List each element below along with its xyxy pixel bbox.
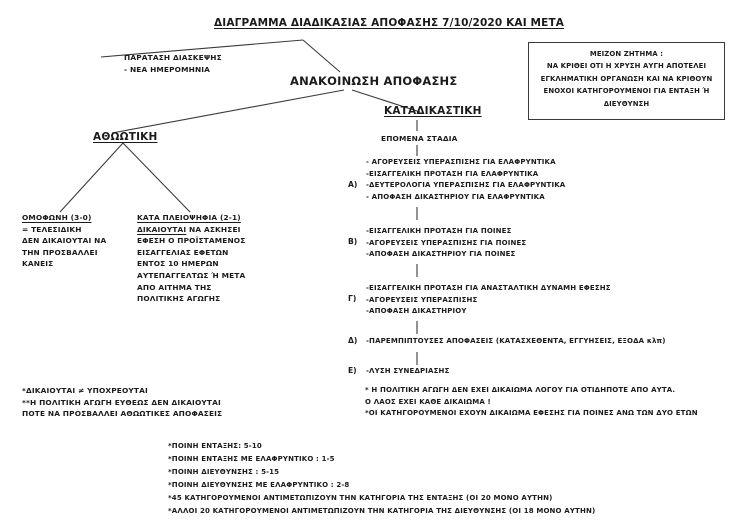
stage-g-item-1: -ΑΓΟΡΕΥΣΕΙΣ ΥΠΕΡΑΣΠΙΣΗΣ xyxy=(366,295,478,304)
penalty-item-4: *45 ΚΑΤΗΓΟΡΟΥΜΕΝΟΙ ΑΝΤΙΜΕΤΩΠΙΖΟΥΝ ΤΗΝ ΚΑΤΗΓΟΡΙΑ ΤΗΣ ΕΝΤΑΞΗΣ (ΟΙ 20 ΜΟΝΟ ΑΥΤΗΝ) xyxy=(168,494,553,502)
unanimous-line-1: ΔΕΝ ΔΙΚΑΙΟΥΤΑΙ ΝΑ xyxy=(22,236,107,246)
postponement-note xyxy=(124,52,222,75)
majority-line-3: ΑΥΤΕΠΑΓΓΕΛΤΩΣ Ή ΜΕΤΑ xyxy=(137,270,246,280)
stage-b-item-2: -ΑΠΟΦΑΣΗ ΔΙΚΑΣΤΗΡΙΟΥ ΓΙΑ ΠΟΙΝΕΣ xyxy=(366,250,516,259)
footnote-right-1: Ο ΛΑΟΣ ΕΧΕΙ ΚΑΘΕ ΔΙΚΑΙΩΜΑ ! xyxy=(365,397,491,406)
footnote-right-0: * Η ΠΟΛΙΤΙΚΗ ΑΓΩΓΗ ΔΕΝ ΕΧΕΙ ΔΙΚΑΙΩΜΑ ΛΟΓΟΥ ΓΙΑ ΟΤΙΔΗΠΟΤΕ ΑΠΟ ΑΥΤΑ. xyxy=(365,386,676,394)
stage-label-e: Ε) xyxy=(348,366,357,375)
unanimous-column xyxy=(22,212,106,270)
majority-line-1: ΕΙΣΑΓΓΕΛΙΑΣ ΕΦΕΤΩΝ xyxy=(137,247,229,257)
node-conviction: ΚΑΤΑΔΙΚΑΣΤΙΚΗ xyxy=(384,105,482,117)
node-next-stages: ΕΠΟΜΕΝΑ ΣΤΑΔΙΑ xyxy=(381,134,458,143)
node-announcement: ΑΝΑΚΟΙΝΩΣΗ ΑΠΟΦΑΣΗΣ xyxy=(290,74,458,88)
stage-a-item-1: -ΕΙΣΑΓΓΕΛΙΚΗ ΠΡΟΤΑΣΗ ΓΙΑ ΕΛΑΦΡΥΝΤΙΚΑ xyxy=(366,169,539,178)
penalty-item-2: *ΠΟΙΝΗ ΔΙΕΥΘΥΝΣΗΣ : 5-15 xyxy=(168,468,280,476)
footnote-left-1: **Η ΠΟΛΙΤΙΚΗ ΑΓΩΓΗ ΕΥΘΕΩΣ ΔΕΝ ΔΙΚΑΙΟΥΤΑΙ xyxy=(22,397,221,407)
major-issue-line-1: ΜΕΙΖΟΝ ΖΗΤΗΜΑ : xyxy=(589,50,664,58)
footnotes-left xyxy=(22,385,222,420)
stage-items-g xyxy=(366,283,611,318)
stage-a-item-3: - ΑΠΟΦΑΣΗ ΔΙΚΑΣΤΗΡΙΟΥ ΓΙΑ ΕΛΑΦΡΥΝΤΙΚΑ xyxy=(366,192,545,201)
majority-line-0: ΕΦΕΣΗ Ο ΠΡΟΪΣΤΑΜΕΝΟΣ xyxy=(137,236,246,246)
stage-items-a xyxy=(366,157,565,203)
postponement-line-2: - ΝΕΑ ΗΜΕΡΟΜΗΝΙΑ xyxy=(124,64,211,74)
stage-label-b: Β) xyxy=(348,237,358,246)
majority-heading: ΚΑΤΑ ΠΛΕΙΟΨΗΦΙΑ (2-1) xyxy=(137,213,241,222)
footnotes-right xyxy=(365,385,698,420)
stage-items-d xyxy=(366,336,666,348)
majority-first-word: ΔΙΚΑΙΟΥΤΑΙ xyxy=(137,224,187,234)
postponement-line-1: ΠΑΡΑΤΑΣΗ ΔΙΑΣΚΕΨΗΣ xyxy=(124,53,222,62)
stage-g-item-0: -ΕΙΣΑΓΓΕΛΙΚΗ ΠΡΟΤΑΣΗ ΓΙΑ ΑΝΑΣΤΑΛΤΙΚΗ ΔΥΝΑΜΗ ΕΦΕΣΗΣ xyxy=(366,284,611,292)
major-issue-line-2: ΝΑ ΚΡΙΘΕΙ ΟΤΙ Η ΧΡΥΣΗ ΑΥΓΗ ΑΠΟΤΕΛΕΙ xyxy=(546,62,707,71)
footnote-right-2: *ΟΙ ΚΑΤΗΓΟΡΟΥΜΕΝΟΙ ΕΧΟΥΝ ΔΙΚΑΙΩΜΑ ΕΦΕΣΗΣ ΓΙΑ ΠΟΙΝΕΣ ΑΝΩ ΤΩΝ ΔΥΟ ΕΤΩΝ xyxy=(365,409,698,418)
node-acquittal: ΑΘΩΩΤΙΚΗ xyxy=(93,131,158,143)
penalty-item-5: *ΑΛΛΟΙ 20 ΚΑΤΗΓΟΡΟΥΜΕΝΟΙ ΑΝΤΙΜΕΤΩΠΙΖΟΥΝ ΤΗΝ ΚΑΤΗΓΟΡΙΑ ΤΗΣ ΔΙΕΥΘΥΝΣΗΣ (ΟΙ 18 ΜΟΝΟ ΑΥΤΗΝ) xyxy=(168,507,596,515)
footnote-left-0: *ΔΙΚΑΙΟΥΤΑΙ ≠ ΥΠΟΧΡΕΟΥΤΑΙ xyxy=(22,386,148,395)
unanimous-line-3: ΚΑΝΕΙΣ xyxy=(22,259,54,269)
stage-d-item-0: -ΠΑΡΕΜΠΙΠΤΟΥΣΕΣ ΑΠΟΦΑΣΕΙΣ (ΚΑΤΑΣΧΕΘΕΝΤΑ, ΕΓΓΥΗΣΕΙΣ, ΕΞΟΔΑ κλπ) xyxy=(366,337,666,345)
stage-b-item-1: -ΑΓΟΡΕΥΣΕΙΣ ΥΠΕΡΑΣΠΙΣΗΣ ΓΙΑ ΠΟΙΝΕΣ xyxy=(366,238,527,247)
stage-e-item-0: -ΛΥΣΗ ΣΥΝΕΔΡΙΑΣΗΣ xyxy=(366,367,450,375)
penalty-item-1: *ΠΟΙΝΗ ΕΝΤΑΞΗΣ ΜΕ ΕΛΑΦΡΥΝΤΙΚΟ : 1-5 xyxy=(168,455,335,463)
stage-label-d: Δ) xyxy=(348,336,358,345)
majority-first-line xyxy=(137,224,245,236)
stage-label-a: Α) xyxy=(348,180,358,189)
majority-line-5: ΠΟΛΙΤΙΚΗΣ ΑΓΩΓΗΣ xyxy=(137,294,221,304)
majority-line-2: ΕΝΤΟΣ 10 ΗΜΕΡΩΝ xyxy=(137,259,219,269)
stage-label-g: Γ) xyxy=(348,294,357,303)
footnote-left-2: ΠΟΤΕ ΝΑ ΠΡΟΣΒΑΛΛΕΙ ΑΘΩΩΤΙΚΕΣ ΑΠΟΦΑΣΕΙΣ xyxy=(22,409,223,419)
stage-g-item-2: -ΑΠΟΦΑΣΗ ΔΙΚΑΣΤΗΡΙΟΥ xyxy=(366,307,467,316)
majority-column xyxy=(137,212,245,305)
unanimous-line-2: ΤΗΝ ΠΡΟΣΒΑΛΛΕΙ xyxy=(22,247,98,257)
stage-items-b xyxy=(366,226,526,261)
major-issue-line-3: ΕΓΚΛΗΜΑΤΙΚΗ ΟΡΓΑΝΩΣΗ ΚΑΙ ΝΑ ΚΡΙΘΟΥΝ xyxy=(540,74,713,83)
penalty-item-0: *ΠΟΙΝΗ ΕΝΤΑΞΗΣ: 5-10 xyxy=(168,442,262,450)
page-title: ΔΙΑΓΡΑΜΜΑ ΔΙΑΔΙΚΑΣΙΑΣ ΑΠΟΦΑΣΗΣ 7/10/2020 ΚΑΙ ΜΕΤΑ xyxy=(214,17,565,29)
penalty-item-3: *ΠΟΙΝΗ ΔΙΕΥΘΥΝΣΗΣ ΜΕ ΕΛΑΦΡΥΝΤΙΚΟ : 2-8 xyxy=(168,481,350,489)
stage-b-item-0: -ΕΙΣΑΓΓΕΛΙΚΗ ΠΡΟΤΑΣΗ ΓΙΑ ΠΟΙΝΕΣ xyxy=(366,227,512,235)
unanimous-line-0: = ΤΕΛΕΣΙΔΙΚΗ xyxy=(22,224,82,234)
stage-a-item-2: -ΔΕΥΤΕΡΟΛΟΓΙΑ ΥΠΕΡΑΣΠΙΣΗΣ ΓΙΑ ΕΛΑΦΡΥΝΤΙΚΑ xyxy=(366,181,566,190)
major-issue-box xyxy=(528,42,725,120)
unanimous-heading: ΟΜΟΦΩΝΗ (3-0) xyxy=(22,213,92,222)
major-issue-line-4: ΕΝΟΧΟΙ ΚΑΤΗΓΟΡΟΥΜΕΝΟΙ ΓΙΑ ΕΝΤΑΞΗ Ή xyxy=(543,87,710,96)
majority-line-4: ΑΠΟ ΑΙΤΗΜΑ ΤΗΣ xyxy=(137,282,212,292)
stage-a-item-0: - ΑΓΟΡΕΥΣΕΙΣ ΥΠΕΡΑΣΠΙΣΗΣ ΓΙΑ ΕΛΑΦΡΥΝΤΙΚΑ xyxy=(366,158,556,166)
major-issue-line-5: ΔΙΕΥΘΥΝΣΗ xyxy=(603,99,650,108)
penalty-list xyxy=(168,440,595,518)
stage-items-e xyxy=(366,366,450,378)
majority-first-rest: ΝΑ ΑΣΚΗΣΕΙ xyxy=(186,224,241,234)
